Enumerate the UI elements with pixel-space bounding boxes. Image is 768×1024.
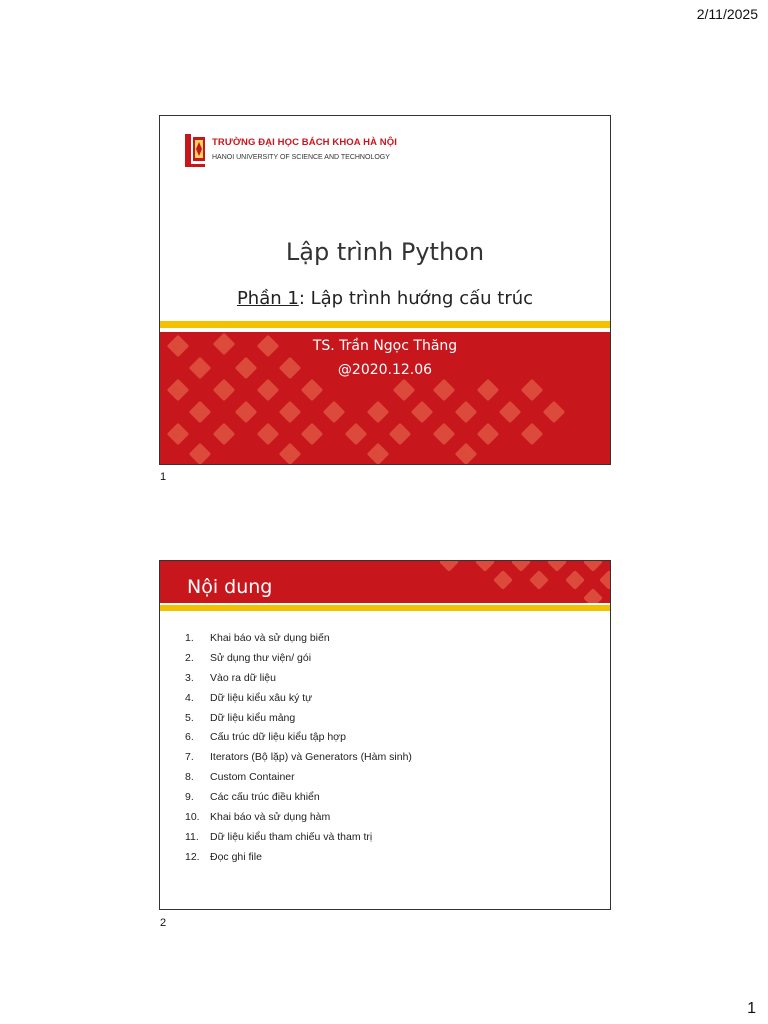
list-item: 12. Đọc ghi file	[185, 850, 262, 863]
list-item: 9. Các cấu trúc điều khiển	[185, 791, 320, 804]
page-number: 1	[747, 1000, 756, 1017]
subtitle-part: Phần 1	[236, 288, 299, 309]
slide-date: @2020.12.06	[337, 362, 433, 378]
gold-divider	[160, 321, 610, 328]
slide-contents	[159, 560, 611, 910]
subtitle-rest: : Lập trình hướng cấu trúc	[298, 288, 534, 309]
slide-number: 1	[160, 471, 167, 483]
contents-header-band	[160, 561, 610, 603]
slide-title-text: Lập trình Python	[285, 238, 485, 266]
list-item: 10. Khai báo và sử dụng hàm	[185, 811, 331, 824]
slide-title	[159, 115, 611, 465]
university-name-en: HANOI UNIVERSITY OF SCIENCE AND TECHNOLOGY	[212, 154, 390, 161]
print-date: 2/11/2025	[696, 6, 758, 22]
list-item: 11. Dữ liệu kiểu tham chiếu và tham trị	[185, 830, 373, 843]
title-band	[160, 332, 610, 464]
list-item: 8. Custom Container	[185, 771, 295, 784]
author-name: TS. Trần Ngọc Thăng	[312, 338, 458, 354]
list-item: 6. Cấu trúc dữ liệu kiểu tập hợp	[185, 731, 346, 744]
list-item: 3. Vào ra dữ liệu	[185, 671, 276, 684]
list-item: 2. Sử dụng thư viện/ gói	[185, 651, 312, 664]
list-item: 7. Iterators (Bộ lặp) và Generators (Hàm sinh)	[185, 751, 412, 764]
list-item: 1. Khai báo và sử dụng biến	[185, 632, 330, 644]
university-name-vn: TRƯỜNG ĐẠI HỌC BÁCH KHOA HÀ NỘI	[212, 137, 397, 148]
slide-subtitle	[160, 288, 610, 309]
contents-heading: Nội dung	[187, 576, 273, 598]
slide-number: 2	[160, 917, 167, 929]
university-logo-icon	[183, 133, 207, 169]
gold-divider	[160, 605, 610, 611]
list-item: 4. Dữ liệu kiểu xâu ký tự	[185, 691, 313, 704]
list-item: 5. Dữ liệu kiểu mảng	[185, 711, 296, 724]
contents-list	[185, 629, 412, 868]
